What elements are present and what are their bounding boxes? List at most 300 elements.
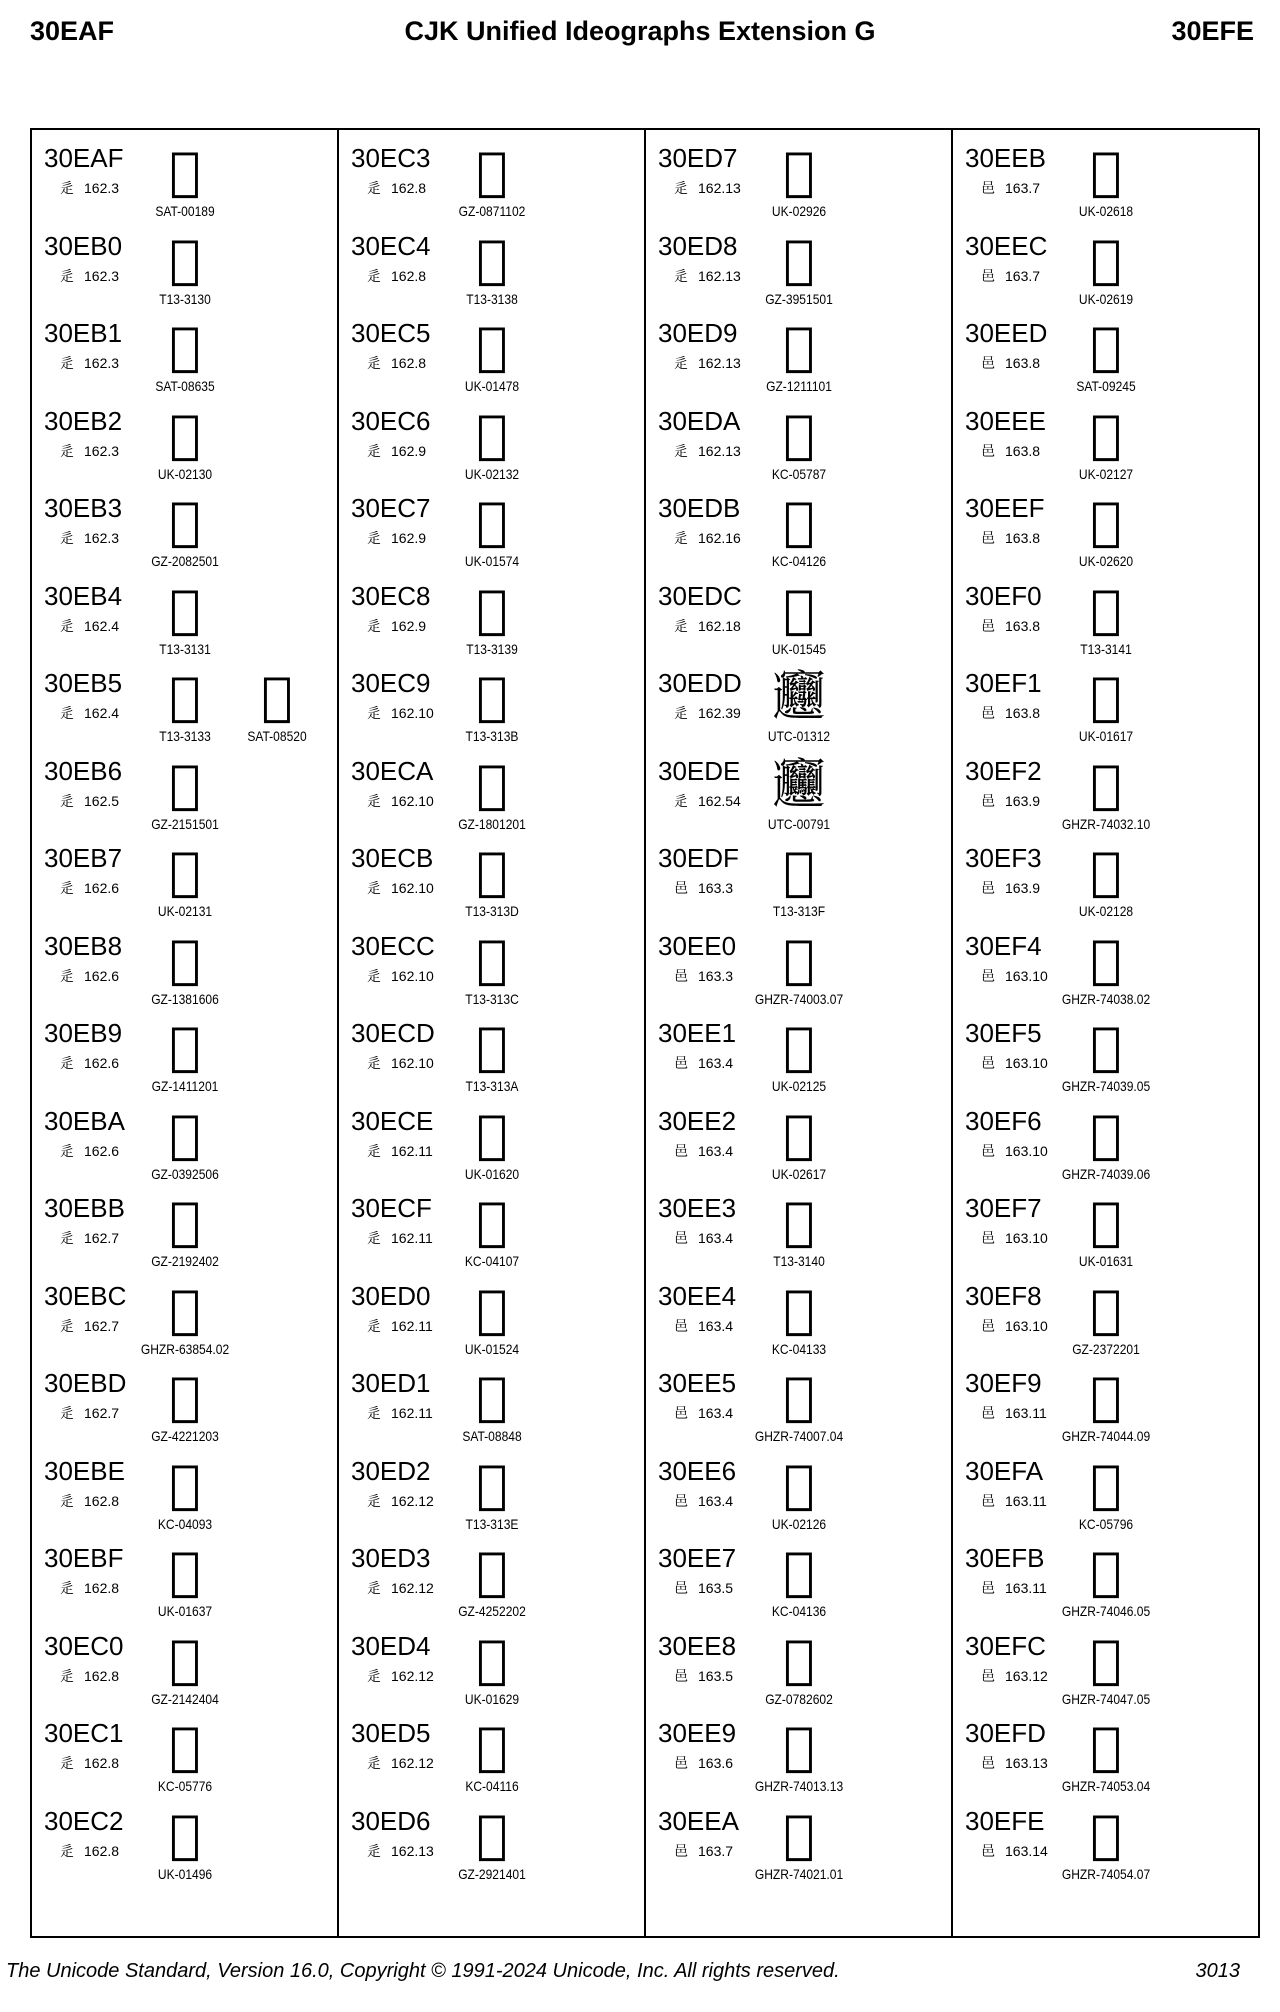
ideograph-glyph: 𰻋	[476, 842, 508, 902]
ideograph-glyph: 𰻢	[783, 1104, 815, 1165]
chart-entry	[646, 1010, 951, 1098]
code-point: 30EDD	[658, 668, 742, 698]
code-point: 30ED3	[351, 1543, 431, 1573]
stroke-count: 163.12	[1005, 1667, 1048, 1684]
stroke-count: 162.5	[84, 792, 120, 809]
source-reference: GZ-4221203	[151, 1428, 219, 1444]
ideograph-glyph: 𰺵	[169, 667, 201, 727]
stroke-count: 162.8	[84, 1755, 120, 1771]
radical-glyph: ⾡	[367, 1843, 381, 1860]
radical-stroke-index	[981, 793, 1040, 810]
radical-glyph: ⾡	[674, 706, 688, 722]
radical-stroke-index	[981, 1580, 1047, 1597]
code-point: 30EC1	[44, 1718, 124, 1748]
ideograph-glyph: 𰺾	[169, 1454, 201, 1515]
ideograph-glyph: 𰺹	[169, 1017, 201, 1077]
stroke-count: 162.13	[698, 355, 741, 371]
chart-entry	[953, 398, 1258, 486]
chart-entry	[953, 1098, 1258, 1186]
radical-stroke-index	[60, 968, 119, 985]
radical-stroke-index	[674, 355, 741, 372]
radical-glyph: ⾡	[367, 1668, 381, 1685]
chart-entry	[339, 1798, 644, 1886]
chart-column	[339, 130, 646, 1936]
radical-glyph: ⾢	[674, 1668, 688, 1685]
radical-stroke-index	[674, 1755, 733, 1772]
code-point: 30EB7	[44, 843, 123, 873]
ideograph-glyph: 𰻱	[1090, 667, 1122, 727]
radical-glyph: ⾢	[981, 1143, 995, 1160]
ideograph-glyph: 𰻺	[1090, 1454, 1122, 1515]
stroke-count: 162.8	[391, 355, 427, 371]
code-point: 30EE8	[658, 1630, 737, 1661]
code-point: 30EEC	[965, 230, 1048, 261]
stroke-count: 163.7	[1005, 180, 1041, 196]
radical-stroke-index	[367, 530, 426, 547]
ideograph-glyph: 𰻇	[476, 492, 508, 552]
stroke-count: 163.10	[1005, 1230, 1048, 1246]
code-point: 30EFA	[965, 1455, 1044, 1486]
radical-glyph: ⾡	[60, 1756, 74, 1772]
chart-entry	[646, 398, 951, 486]
code-point: 30EC6	[351, 405, 431, 436]
source-reference: UK-01629	[464, 1690, 520, 1707]
radical-glyph: ⾡	[60, 531, 74, 547]
radical-glyph: ⾡	[674, 356, 688, 372]
chart-entry	[646, 135, 951, 223]
source-reference: T13-3139	[466, 640, 518, 657]
radical-stroke-index	[367, 443, 426, 460]
chart-entry	[339, 1448, 644, 1536]
radical-stroke-index	[367, 1668, 434, 1685]
code-point: 30EB5	[44, 668, 123, 698]
ideograph-glyph: 𰻓	[476, 1542, 508, 1602]
source-reference: UK-02617	[771, 1165, 827, 1182]
radical-stroke-index	[367, 968, 434, 985]
ideograph-glyph: 𰻶	[1090, 1104, 1122, 1165]
source-reference: UK-02618	[1078, 203, 1134, 219]
ideograph-glyph: 𰻲	[1090, 754, 1122, 815]
ideograph-glyph: 𰻼	[1090, 1629, 1122, 1690]
radical-glyph: ⾡	[674, 181, 688, 197]
stroke-count: 163.8	[1005, 530, 1041, 546]
chart-entry	[646, 835, 951, 923]
stroke-count: 163.3	[698, 880, 734, 896]
chart-entry	[646, 1273, 951, 1361]
radical-glyph: ⾢	[981, 1493, 995, 1510]
radical-glyph: ⾡	[60, 1581, 74, 1597]
chart-entry	[953, 660, 1258, 748]
chart-entry	[339, 1098, 644, 1186]
ideograph-glyph: 𰺱	[169, 317, 201, 377]
ideograph-glyph: 𰻬	[1090, 229, 1122, 290]
radical-glyph: ⾢	[981, 1318, 995, 1335]
radical-stroke-index	[60, 1318, 119, 1335]
radical-stroke-index	[674, 705, 741, 722]
stroke-count: 163.4	[698, 1055, 734, 1071]
ideograph-glyph: 𰻮	[1090, 404, 1122, 465]
stroke-count: 162.8	[84, 1492, 120, 1509]
chart-column	[953, 130, 1258, 1936]
ideograph-glyph: 𰻣	[783, 1192, 815, 1252]
stroke-count: 163.10	[1005, 1317, 1048, 1334]
radical-glyph: ⾢	[981, 268, 995, 285]
radical-glyph: ⾡	[60, 881, 74, 897]
chart-entry	[32, 1360, 337, 1448]
source-reference: GZ-0871102	[458, 203, 526, 219]
stroke-count: 162.3	[84, 180, 120, 196]
stroke-count: 162.8	[391, 267, 427, 284]
chart-column	[646, 130, 953, 1936]
radical-stroke-index	[60, 1405, 119, 1422]
code-point: 30EE3	[658, 1193, 737, 1223]
radical-stroke-index	[367, 1493, 434, 1510]
ideograph-glyph: 𰻈	[476, 579, 508, 640]
stroke-count: 162.3	[84, 355, 120, 371]
ideograph-glyph: 𰻊	[476, 754, 508, 815]
radical-stroke-index	[674, 1668, 733, 1685]
ideograph-glyph: 𰻌	[476, 929, 508, 990]
source-reference: SAT-08848	[462, 1428, 522, 1444]
code-point: 30ECF	[351, 1193, 432, 1223]
radical-stroke-index	[981, 1143, 1048, 1160]
chart-entry	[646, 1535, 951, 1623]
radical-stroke-index	[674, 443, 741, 460]
ideograph-glyph: 𰻽	[1090, 1717, 1122, 1777]
source-reference: GHZR-74054.07	[1061, 1865, 1151, 1882]
chart-entry	[32, 223, 337, 311]
code-point: 30EF8	[965, 1280, 1042, 1311]
code-point: 30ED1	[351, 1368, 431, 1398]
ideograph-glyph: 𰻧	[783, 1542, 815, 1602]
ideograph-glyph: 𰺺	[169, 1104, 201, 1165]
page-number: 3013	[1195, 1960, 1240, 1982]
code-point: 30ECB	[351, 843, 434, 873]
radical-stroke-index	[367, 705, 434, 722]
page-title: CJK Unified Ideographs Extension G	[404, 16, 876, 46]
radical-stroke-index	[981, 268, 1040, 285]
source-reference: GZ-0392506	[151, 1165, 219, 1182]
ideograph-glyph: 𰻰	[1090, 579, 1122, 640]
chart-entry	[339, 398, 644, 486]
ideograph-glyph: 𰻁	[169, 1717, 201, 1777]
stroke-count: 162.12	[391, 1755, 434, 1771]
chart-entry	[339, 1010, 644, 1098]
chart-entry	[339, 748, 644, 836]
chart-entry	[646, 1623, 951, 1711]
source-reference: UK-01637	[157, 1603, 213, 1619]
radical-stroke-index	[674, 1493, 733, 1510]
stroke-count: 163.8	[1005, 617, 1041, 634]
chart-entry	[953, 1623, 1258, 1711]
source-reference: GZ-1211101	[766, 378, 832, 394]
ideograph-glyph: 𰻄	[476, 229, 508, 290]
source-reference: GZ-2921401	[458, 1865, 526, 1882]
radical-stroke-index	[674, 618, 741, 635]
source-reference: T13-313A	[465, 1078, 519, 1094]
code-point: 30ECA	[351, 755, 434, 786]
radical-stroke-index	[60, 1843, 119, 1860]
stroke-count: 163.4	[698, 1492, 734, 1509]
radical-stroke-index	[60, 1580, 119, 1597]
source-reference: T13-3131	[159, 640, 211, 657]
radical-stroke-index	[60, 1668, 119, 1685]
radical-glyph: ⾢	[981, 1406, 995, 1422]
radical-glyph: ⾢	[981, 706, 995, 722]
radical-glyph: ⾡	[60, 1843, 74, 1860]
radical-glyph: ⾢	[674, 968, 688, 985]
ideograph-glyph: 𰻨	[783, 1629, 815, 1690]
ideograph-glyph: 𰻎	[476, 1104, 508, 1165]
stroke-count: 162.10	[391, 705, 434, 721]
source-reference: GHZR-74021.01	[754, 1865, 844, 1882]
chart-column	[32, 130, 339, 1936]
stroke-count: 163.4	[698, 1142, 734, 1159]
ideograph-glyph: 𰻝	[772, 667, 825, 727]
radical-glyph: ⾢	[981, 793, 995, 810]
ideograph-glyph: 𰻥	[783, 1367, 815, 1427]
stroke-count: 162.6	[84, 1055, 120, 1071]
chart-entry	[339, 660, 644, 748]
header-range-end: 30EFE	[1171, 16, 1254, 46]
radical-glyph: ⾢	[674, 1056, 688, 1072]
radical-glyph: ⾡	[60, 268, 74, 285]
chart-entry	[953, 1798, 1258, 1886]
radical-stroke-index	[60, 1493, 119, 1510]
radical-glyph: ⾢	[981, 1056, 995, 1072]
chart-entry	[953, 485, 1258, 573]
ideograph-glyph: 𰻑	[476, 1367, 508, 1427]
radical-stroke-index	[981, 1843, 1048, 1860]
radical-glyph: ⾢	[981, 181, 995, 197]
code-point: 30EB1	[44, 318, 123, 348]
radical-stroke-index	[60, 180, 119, 197]
stroke-count: 162.3	[84, 442, 120, 459]
source-reference: GHZR-74053.04	[1061, 1778, 1151, 1794]
source-reference: T13-3133	[159, 728, 211, 744]
stroke-count: 163.14	[1005, 1842, 1048, 1859]
radical-stroke-index	[981, 1493, 1047, 1510]
chart-entry	[646, 1360, 951, 1448]
header-range-start: 30EAF	[30, 16, 115, 46]
radical-stroke-index	[674, 880, 733, 897]
stroke-count: 163.11	[1005, 1405, 1047, 1421]
source-reference: GZ-2142404	[151, 1690, 219, 1707]
stroke-count: 162.13	[698, 180, 741, 196]
code-point: 30EB8	[44, 930, 123, 961]
radical-stroke-index	[60, 355, 119, 372]
ideograph-glyph: 𰻔	[476, 1629, 508, 1690]
stroke-count: 162.7	[84, 1317, 120, 1334]
chart-entry	[646, 1798, 951, 1886]
code-point: 30ED2	[351, 1455, 431, 1486]
ideograph-glyph: 𰺰	[169, 229, 201, 290]
radical-glyph: ⾢	[981, 356, 995, 372]
code-point: 30EC0	[44, 1630, 124, 1661]
code-point: 30EB3	[44, 493, 123, 523]
code-point: 30EEF	[965, 493, 1045, 523]
chart-entry	[32, 573, 337, 661]
copyright-footer: The Unicode Standard, Version 16.0, Copyright © 1991-2024 Unicode, Inc. All rights reserved.	[6, 1960, 840, 1982]
stroke-count: 163.8	[1005, 355, 1041, 371]
source-reference: UK-01631	[1078, 1253, 1134, 1269]
source-reference: UTC-01312	[767, 728, 831, 744]
radical-stroke-index	[674, 268, 741, 285]
chart-entry	[339, 835, 644, 923]
source-reference: UK-02128	[1078, 903, 1134, 919]
ideograph-glyph: 𰻠	[783, 929, 815, 990]
code-point: 30EC4	[351, 230, 431, 261]
ideograph-glyph: 𰻻	[1090, 1542, 1122, 1602]
source-reference: UK-02127	[1078, 465, 1134, 482]
radical-glyph: ⾡	[674, 793, 688, 810]
radical-stroke-index	[674, 530, 741, 547]
radical-stroke-index	[367, 180, 426, 197]
ideograph-glyph: 𰺶	[169, 754, 201, 815]
source-reference: KC-04107	[464, 1253, 520, 1269]
radical-stroke-index	[60, 793, 119, 810]
stroke-count: 162.8	[84, 1667, 120, 1684]
stroke-count: 162.12	[391, 1580, 434, 1596]
radical-glyph: ⾡	[367, 881, 381, 897]
stroke-count: 162.6	[84, 880, 120, 896]
radical-glyph: ⾢	[981, 1231, 995, 1247]
code-point: 30EB9	[44, 1018, 123, 1048]
radical-stroke-index	[367, 618, 426, 635]
code-point: 30EF5	[965, 1018, 1042, 1048]
code-point: 30EBC	[44, 1280, 127, 1311]
chart-entry	[32, 310, 337, 398]
ideograph-glyph: 𰺼	[169, 1279, 201, 1340]
radical-glyph: ⾡	[674, 531, 688, 547]
chart-entry	[646, 1185, 951, 1273]
source-reference: KC-04116	[465, 1778, 519, 1794]
radical-glyph: ⾡	[367, 1581, 381, 1597]
ideograph-glyph: 𰺲	[169, 404, 201, 465]
stroke-count: 162.6	[84, 967, 120, 984]
radical-glyph: ⾡	[674, 268, 688, 285]
code-point: 30EEA	[658, 1805, 739, 1836]
source-reference: KC-04136	[771, 1603, 827, 1619]
source-reference: UK-01620	[464, 1165, 520, 1182]
stroke-count: 163.4	[698, 1317, 734, 1334]
ideograph-glyph: 𰻜	[783, 579, 815, 640]
source-reference: GHZR-74039.05	[1061, 1078, 1151, 1094]
code-point: 30EC9	[351, 668, 431, 698]
source-reference: GHZR-63854.02	[140, 1340, 230, 1357]
radical-glyph: ⾡	[367, 706, 381, 722]
code-point: 30EED	[965, 318, 1048, 348]
radical-glyph: ⾢	[981, 618, 995, 635]
source-reference: GHZR-74044.09	[1061, 1428, 1151, 1444]
radical-glyph: ⾡	[367, 793, 381, 810]
ideograph-glyph: 𰻪	[783, 1804, 815, 1865]
chart-entry	[339, 923, 644, 1011]
ideograph-glyph: 𰺴	[169, 579, 201, 640]
code-point: 30EF0	[965, 580, 1042, 611]
source-reference: T13-3138	[466, 290, 518, 307]
ideograph-glyph: 𰻀	[169, 1629, 201, 1690]
source-reference: KC-05776	[157, 1778, 213, 1794]
radical-glyph: ⾢	[981, 443, 995, 460]
stroke-count: 163.3	[698, 967, 734, 984]
radical-stroke-index	[367, 880, 434, 897]
stroke-count: 163.7	[1005, 267, 1041, 284]
code-point: 30EE0	[658, 930, 737, 961]
chart-entry	[339, 310, 644, 398]
chart-entry	[339, 223, 644, 311]
code-point: 30EF9	[965, 1368, 1042, 1398]
radical-stroke-index	[367, 355, 426, 372]
radical-glyph: ⾡	[60, 1668, 74, 1685]
radical-glyph: ⾢	[674, 1406, 688, 1422]
source-reference: GHZR-74013.13	[754, 1778, 844, 1794]
source-reference: GHZR-74032.10	[1061, 815, 1151, 832]
ideograph-glyph: 𰻤	[783, 1279, 815, 1340]
stroke-count: 162.18	[698, 617, 741, 634]
radical-stroke-index	[674, 1405, 733, 1422]
code-point: 30EBD	[44, 1368, 127, 1398]
radical-stroke-index	[60, 268, 119, 285]
code-point: 30EC7	[351, 493, 431, 523]
code-point: 30EFD	[965, 1718, 1046, 1748]
ideograph-glyph: 𰻭	[1090, 317, 1122, 377]
radical-glyph: ⾢	[981, 881, 995, 897]
radical-glyph: ⾡	[367, 1756, 381, 1772]
radical-glyph: ⾢	[674, 1756, 688, 1772]
radical-glyph: ⾡	[367, 968, 381, 985]
radical-glyph: ⾡	[60, 443, 74, 460]
code-point: 30EC8	[351, 580, 431, 611]
chart-entry	[32, 1710, 337, 1798]
ideograph-glyph: 𰻴	[1090, 929, 1122, 990]
stroke-count: 163.11	[1005, 1492, 1047, 1509]
chart-entry	[32, 1535, 337, 1623]
radical-glyph: ⾢	[674, 1843, 688, 1860]
ideograph-glyph: 𰻒	[476, 1454, 508, 1515]
radical-glyph: ⾡	[674, 443, 688, 460]
source-reference: GZ-1801201	[458, 815, 526, 832]
source-reference: T13-3140	[773, 1253, 825, 1269]
stroke-count: 163.4	[698, 1405, 734, 1421]
radical-glyph: ⾢	[674, 881, 688, 897]
radical-stroke-index	[674, 1055, 733, 1072]
code-point: 30EF6	[965, 1105, 1042, 1136]
source-reference: KC-04133	[771, 1340, 827, 1357]
source-reference: UK-02131	[157, 903, 213, 919]
chart-entry	[32, 923, 337, 1011]
stroke-count: 163.4	[698, 1230, 734, 1246]
code-point: 30EB2	[44, 405, 123, 436]
code-point: 30EF2	[965, 755, 1042, 786]
code-point: 30ECE	[351, 1105, 434, 1136]
radical-stroke-index	[367, 1055, 434, 1072]
chart-entry	[953, 310, 1258, 398]
stroke-count: 162.3	[84, 267, 120, 284]
stroke-count: 163.9	[1005, 792, 1041, 809]
radical-stroke-index	[60, 705, 119, 722]
source-reference: T13-313F	[772, 903, 826, 919]
code-point: 30EDA	[658, 405, 741, 436]
stroke-count: 162.39	[698, 705, 741, 721]
code-point: 30EF4	[965, 930, 1042, 961]
stroke-count: 163.5	[698, 1667, 734, 1684]
source-reference: GHZR-74007.04	[754, 1428, 844, 1444]
radical-stroke-index	[674, 1318, 733, 1335]
radical-stroke-index	[60, 1230, 119, 1247]
stroke-count: 162.12	[391, 1492, 434, 1509]
chart-entry	[32, 1098, 337, 1186]
